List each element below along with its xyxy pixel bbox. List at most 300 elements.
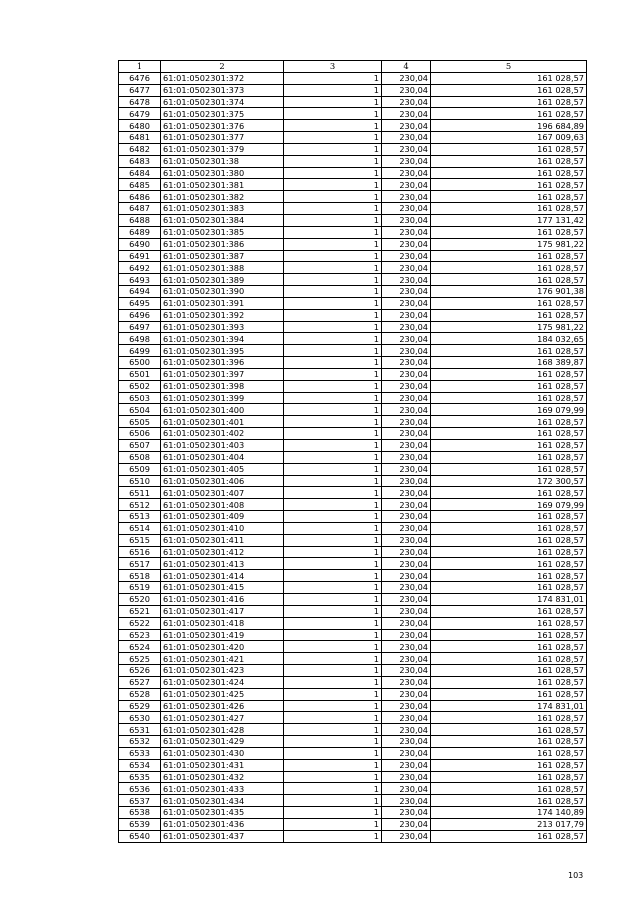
row-number-cell: 6519 bbox=[119, 582, 161, 594]
cadastral-number-cell: 61:01:0502301:384 bbox=[161, 214, 284, 226]
quantity-cell: 1 bbox=[284, 345, 382, 357]
table-row bbox=[119, 297, 587, 309]
table-row bbox=[119, 416, 587, 428]
column-header: 1 bbox=[119, 61, 161, 73]
row-number-cell: 6527 bbox=[119, 676, 161, 688]
table-row bbox=[119, 605, 587, 617]
table-row bbox=[119, 226, 587, 238]
cadastral-number-cell: 61:01:0502301:420 bbox=[161, 641, 284, 653]
quantity-cell: 1 bbox=[284, 203, 382, 215]
cadastral-value-cell: 169 079,99 bbox=[431, 404, 587, 416]
quantity-cell: 1 bbox=[284, 653, 382, 665]
table-row bbox=[119, 653, 587, 665]
quantity-cell: 1 bbox=[284, 771, 382, 783]
table-row bbox=[119, 250, 587, 262]
area-cell: 230,04 bbox=[382, 380, 431, 392]
cadastral-number-cell: 61:01:0502301:404 bbox=[161, 451, 284, 463]
table-body bbox=[119, 72, 587, 842]
table-row bbox=[119, 475, 587, 487]
table-row bbox=[119, 84, 587, 96]
area-cell: 230,04 bbox=[382, 724, 431, 736]
quantity-cell: 1 bbox=[284, 368, 382, 380]
area-cell: 230,04 bbox=[382, 807, 431, 819]
area-cell: 230,04 bbox=[382, 736, 431, 748]
table-row bbox=[119, 203, 587, 215]
area-cell: 230,04 bbox=[382, 333, 431, 345]
table-row bbox=[119, 712, 587, 724]
area-cell: 230,04 bbox=[382, 143, 431, 155]
area-cell: 230,04 bbox=[382, 274, 431, 286]
cadastral-number-cell: 61:01:0502301:401 bbox=[161, 416, 284, 428]
cadastral-number-cell: 61:01:0502301:388 bbox=[161, 262, 284, 274]
table-row bbox=[119, 546, 587, 558]
area-cell: 230,04 bbox=[382, 534, 431, 546]
quantity-cell: 1 bbox=[284, 700, 382, 712]
quantity-cell: 1 bbox=[284, 747, 382, 759]
quantity-cell: 1 bbox=[284, 72, 382, 84]
quantity-cell: 1 bbox=[284, 286, 382, 298]
quantity-cell: 1 bbox=[284, 688, 382, 700]
area-cell: 230,04 bbox=[382, 653, 431, 665]
cadastral-number-cell: 61:01:0502301:377 bbox=[161, 132, 284, 144]
cadastral-number-cell: 61:01:0502301:428 bbox=[161, 724, 284, 736]
area-cell: 230,04 bbox=[382, 665, 431, 677]
area-cell: 230,04 bbox=[382, 582, 431, 594]
table-row bbox=[119, 132, 587, 144]
area-cell: 230,04 bbox=[382, 226, 431, 238]
row-number-cell: 6497 bbox=[119, 321, 161, 333]
cadastral-value-cell: 161 028,57 bbox=[431, 830, 587, 842]
row-number-cell: 6516 bbox=[119, 546, 161, 558]
area-cell: 230,04 bbox=[382, 392, 431, 404]
area-cell: 230,04 bbox=[382, 605, 431, 617]
area-cell: 230,04 bbox=[382, 747, 431, 759]
table-row bbox=[119, 428, 587, 440]
table-row bbox=[119, 155, 587, 167]
cadastral-number-cell: 61:01:0502301:382 bbox=[161, 191, 284, 203]
area-cell: 230,04 bbox=[382, 404, 431, 416]
area-cell: 230,04 bbox=[382, 428, 431, 440]
row-number-cell: 6508 bbox=[119, 451, 161, 463]
cadastral-number-cell: 61:01:0502301:414 bbox=[161, 570, 284, 582]
row-number-cell: 6480 bbox=[119, 120, 161, 132]
area-cell: 230,04 bbox=[382, 155, 431, 167]
cadastral-number-cell: 61:01:0502301:400 bbox=[161, 404, 284, 416]
cadastral-number-cell: 61:01:0502301:409 bbox=[161, 511, 284, 523]
table-row bbox=[119, 807, 587, 819]
row-number-cell: 6477 bbox=[119, 84, 161, 96]
quantity-cell: 1 bbox=[284, 392, 382, 404]
area-cell: 230,04 bbox=[382, 522, 431, 534]
cadastral-value-cell: 161 028,57 bbox=[431, 440, 587, 452]
cadastral-number-cell: 61:01:0502301:387 bbox=[161, 250, 284, 262]
row-number-cell: 6510 bbox=[119, 475, 161, 487]
row-number-cell: 6522 bbox=[119, 617, 161, 629]
cadastral-number-cell: 61:01:0502301:393 bbox=[161, 321, 284, 333]
row-number-cell: 6512 bbox=[119, 499, 161, 511]
cadastral-number-cell: 61:01:0502301:419 bbox=[161, 629, 284, 641]
row-number-cell: 6511 bbox=[119, 487, 161, 499]
cadastral-value-cell: 161 028,57 bbox=[431, 262, 587, 274]
cadastral-value-cell: 161 028,57 bbox=[431, 558, 587, 570]
row-number-cell: 6509 bbox=[119, 463, 161, 475]
area-cell: 230,04 bbox=[382, 819, 431, 831]
cadastral-value-cell: 161 028,57 bbox=[431, 72, 587, 84]
table-row bbox=[119, 522, 587, 534]
table-row bbox=[119, 309, 587, 321]
row-number-cell: 6491 bbox=[119, 250, 161, 262]
cadastral-number-cell: 61:01:0502301:380 bbox=[161, 167, 284, 179]
quantity-cell: 1 bbox=[284, 641, 382, 653]
row-number-cell: 6502 bbox=[119, 380, 161, 392]
row-number-cell: 6530 bbox=[119, 712, 161, 724]
area-cell: 230,04 bbox=[382, 830, 431, 842]
area-cell: 230,04 bbox=[382, 357, 431, 369]
cadastral-number-cell: 61:01:0502301:435 bbox=[161, 807, 284, 819]
row-number-cell: 6476 bbox=[119, 72, 161, 84]
table-row bbox=[119, 72, 587, 84]
cadastral-number-cell: 61:01:0502301:383 bbox=[161, 203, 284, 215]
cadastral-number-cell: 61:01:0502301:381 bbox=[161, 179, 284, 191]
area-cell: 230,04 bbox=[382, 641, 431, 653]
table-row bbox=[119, 700, 587, 712]
cadastral-number-cell: 61:01:0502301:413 bbox=[161, 558, 284, 570]
cadastral-number-cell: 61:01:0502301:394 bbox=[161, 333, 284, 345]
area-cell: 230,04 bbox=[382, 771, 431, 783]
cadastral-number-cell: 61:01:0502301:379 bbox=[161, 143, 284, 155]
area-cell: 230,04 bbox=[382, 617, 431, 629]
area-cell: 230,04 bbox=[382, 463, 431, 475]
cadastral-value-cell: 161 028,57 bbox=[431, 274, 587, 286]
cadastral-number-cell: 61:01:0502301:399 bbox=[161, 392, 284, 404]
area-cell: 230,04 bbox=[382, 475, 431, 487]
table-row bbox=[119, 724, 587, 736]
row-number-cell: 6492 bbox=[119, 262, 161, 274]
area-cell: 230,04 bbox=[382, 191, 431, 203]
cadastral-value-cell: 175 981,22 bbox=[431, 238, 587, 250]
cadastral-value-cell: 161 028,57 bbox=[431, 570, 587, 582]
quantity-cell: 1 bbox=[284, 617, 382, 629]
quantity-cell: 1 bbox=[284, 546, 382, 558]
cadastral-number-cell: 61:01:0502301:372 bbox=[161, 72, 284, 84]
row-number-cell: 6525 bbox=[119, 653, 161, 665]
quantity-cell: 1 bbox=[284, 238, 382, 250]
area-cell: 230,04 bbox=[382, 593, 431, 605]
cadastral-number-cell: 61:01:0502301:374 bbox=[161, 96, 284, 108]
row-number-cell: 6531 bbox=[119, 724, 161, 736]
cadastral-number-cell: 61:01:0502301:392 bbox=[161, 309, 284, 321]
column-header: 2 bbox=[161, 61, 284, 73]
row-number-cell: 6501 bbox=[119, 368, 161, 380]
area-cell: 230,04 bbox=[382, 499, 431, 511]
cadastral-value-cell: 174 831,01 bbox=[431, 700, 587, 712]
area-cell: 230,04 bbox=[382, 546, 431, 558]
cadastral-number-cell: 61:01:0502301:408 bbox=[161, 499, 284, 511]
row-number-cell: 6514 bbox=[119, 522, 161, 534]
cadastral-number-cell: 61:01:0502301:385 bbox=[161, 226, 284, 238]
row-number-cell: 6482 bbox=[119, 143, 161, 155]
table-row bbox=[119, 345, 587, 357]
quantity-cell: 1 bbox=[284, 629, 382, 641]
row-number-cell: 6521 bbox=[119, 605, 161, 617]
cadastral-number-cell: 61:01:0502301:421 bbox=[161, 653, 284, 665]
quantity-cell: 1 bbox=[284, 593, 382, 605]
table-row bbox=[119, 96, 587, 108]
area-cell: 230,04 bbox=[382, 759, 431, 771]
table-row bbox=[119, 333, 587, 345]
cadastral-value-cell: 161 028,57 bbox=[431, 522, 587, 534]
row-number-cell: 6488 bbox=[119, 214, 161, 226]
row-number-cell: 6479 bbox=[119, 108, 161, 120]
area-cell: 230,04 bbox=[382, 297, 431, 309]
row-number-cell: 6487 bbox=[119, 203, 161, 215]
area-cell: 230,04 bbox=[382, 250, 431, 262]
quantity-cell: 1 bbox=[284, 795, 382, 807]
row-number-cell: 6505 bbox=[119, 416, 161, 428]
quantity-cell: 1 bbox=[284, 404, 382, 416]
column-header: 5 bbox=[431, 61, 587, 73]
quantity-cell: 1 bbox=[284, 297, 382, 309]
cadastral-value-cell: 161 028,57 bbox=[431, 155, 587, 167]
area-cell: 230,04 bbox=[382, 487, 431, 499]
cadastral-value-cell: 161 028,57 bbox=[431, 84, 587, 96]
row-number-cell: 6503 bbox=[119, 392, 161, 404]
cadastral-number-cell: 61:01:0502301:375 bbox=[161, 108, 284, 120]
cadastral-number-cell: 61:01:0502301:390 bbox=[161, 286, 284, 298]
table-row bbox=[119, 487, 587, 499]
quantity-cell: 1 bbox=[284, 724, 382, 736]
quantity-cell: 1 bbox=[284, 605, 382, 617]
cadastral-value-cell: 161 028,57 bbox=[431, 747, 587, 759]
cadastral-value-cell: 161 028,57 bbox=[431, 167, 587, 179]
cadastral-number-cell: 61:01:0502301:406 bbox=[161, 475, 284, 487]
row-number-cell: 6529 bbox=[119, 700, 161, 712]
row-number-cell: 6540 bbox=[119, 830, 161, 842]
cadastral-number-cell: 61:01:0502301:373 bbox=[161, 84, 284, 96]
table-row bbox=[119, 593, 587, 605]
table-row bbox=[119, 451, 587, 463]
table-row bbox=[119, 759, 587, 771]
row-number-cell: 6536 bbox=[119, 783, 161, 795]
cadastral-value-cell: 161 028,57 bbox=[431, 546, 587, 558]
row-number-cell: 6504 bbox=[119, 404, 161, 416]
cadastral-value-cell: 161 028,57 bbox=[431, 771, 587, 783]
area-cell: 230,04 bbox=[382, 179, 431, 191]
row-number-cell: 6506 bbox=[119, 428, 161, 440]
area-cell: 230,04 bbox=[382, 108, 431, 120]
row-number-cell: 6538 bbox=[119, 807, 161, 819]
area-cell: 230,04 bbox=[382, 72, 431, 84]
area-cell: 230,04 bbox=[382, 570, 431, 582]
row-number-cell: 6535 bbox=[119, 771, 161, 783]
quantity-cell: 1 bbox=[284, 463, 382, 475]
quantity-cell: 1 bbox=[284, 96, 382, 108]
cadastral-value-cell: 176 901,38 bbox=[431, 286, 587, 298]
cadastral-value-cell: 161 028,57 bbox=[431, 641, 587, 653]
table-row bbox=[119, 191, 587, 203]
page-number: 103 bbox=[568, 871, 584, 880]
row-number-cell: 6495 bbox=[119, 297, 161, 309]
row-number-cell: 6539 bbox=[119, 819, 161, 831]
row-number-cell: 6518 bbox=[119, 570, 161, 582]
area-cell: 230,04 bbox=[382, 629, 431, 641]
cadastral-value-cell: 161 028,57 bbox=[431, 416, 587, 428]
row-number-cell: 6534 bbox=[119, 759, 161, 771]
quantity-cell: 1 bbox=[284, 274, 382, 286]
table-row bbox=[119, 380, 587, 392]
table-row bbox=[119, 771, 587, 783]
table-row bbox=[119, 783, 587, 795]
row-number-cell: 6498 bbox=[119, 333, 161, 345]
quantity-cell: 1 bbox=[284, 522, 382, 534]
area-cell: 230,04 bbox=[382, 676, 431, 688]
cadastral-value-cell: 161 028,57 bbox=[431, 665, 587, 677]
row-number-cell: 6515 bbox=[119, 534, 161, 546]
row-number-cell: 6486 bbox=[119, 191, 161, 203]
table-row bbox=[119, 570, 587, 582]
cadastral-number-cell: 61:01:0502301:398 bbox=[161, 380, 284, 392]
column-header: 4 bbox=[382, 61, 431, 73]
quantity-cell: 1 bbox=[284, 440, 382, 452]
cadastral-value-cell: 161 028,57 bbox=[431, 736, 587, 748]
area-cell: 230,04 bbox=[382, 700, 431, 712]
cadastral-value-cell: 161 028,57 bbox=[431, 487, 587, 499]
cadastral-value-cell: 161 028,57 bbox=[431, 712, 587, 724]
table-row bbox=[119, 629, 587, 641]
cadastral-number-cell: 61:01:0502301:437 bbox=[161, 830, 284, 842]
quantity-cell: 1 bbox=[284, 807, 382, 819]
cadastral-number-cell: 61:01:0502301:405 bbox=[161, 463, 284, 475]
cadastral-number-cell: 61:01:0502301:402 bbox=[161, 428, 284, 440]
row-number-cell: 6499 bbox=[119, 345, 161, 357]
cadastral-number-cell: 61:01:0502301:416 bbox=[161, 593, 284, 605]
quantity-cell: 1 bbox=[284, 475, 382, 487]
cadastral-value-cell: 161 028,57 bbox=[431, 179, 587, 191]
row-number-cell: 6496 bbox=[119, 309, 161, 321]
table-row bbox=[119, 617, 587, 629]
cadastral-value-cell: 161 028,57 bbox=[431, 226, 587, 238]
area-cell: 230,04 bbox=[382, 712, 431, 724]
quantity-cell: 1 bbox=[284, 167, 382, 179]
quantity-cell: 1 bbox=[284, 179, 382, 191]
row-number-cell: 6533 bbox=[119, 747, 161, 759]
table-row bbox=[119, 641, 587, 653]
row-number-cell: 6507 bbox=[119, 440, 161, 452]
cadastral-number-cell: 61:01:0502301:386 bbox=[161, 238, 284, 250]
cadastral-number-cell: 61:01:0502301:407 bbox=[161, 487, 284, 499]
cadastral-number-cell: 61:01:0502301:403 bbox=[161, 440, 284, 452]
quantity-cell: 1 bbox=[284, 84, 382, 96]
area-cell: 230,04 bbox=[382, 286, 431, 298]
area-cell: 230,04 bbox=[382, 96, 431, 108]
row-number-cell: 6523 bbox=[119, 629, 161, 641]
row-number-cell: 6485 bbox=[119, 179, 161, 191]
quantity-cell: 1 bbox=[284, 321, 382, 333]
cadastral-number-cell: 61:01:0502301:432 bbox=[161, 771, 284, 783]
quantity-cell: 1 bbox=[284, 570, 382, 582]
row-number-cell: 6532 bbox=[119, 736, 161, 748]
quantity-cell: 1 bbox=[284, 558, 382, 570]
cadastral-value-cell: 161 028,57 bbox=[431, 345, 587, 357]
area-cell: 230,04 bbox=[382, 203, 431, 215]
table-row bbox=[119, 463, 587, 475]
cadastral-value-cell: 196 684,89 bbox=[431, 120, 587, 132]
quantity-cell: 1 bbox=[284, 759, 382, 771]
cadastral-number-cell: 61:01:0502301:389 bbox=[161, 274, 284, 286]
table-row bbox=[119, 795, 587, 807]
row-number-cell: 6520 bbox=[119, 593, 161, 605]
cadastral-number-cell: 61:01:0502301:423 bbox=[161, 665, 284, 677]
quantity-cell: 1 bbox=[284, 499, 382, 511]
quantity-cell: 1 bbox=[284, 214, 382, 226]
row-number-cell: 6484 bbox=[119, 167, 161, 179]
cadastral-value-cell: 168 389,87 bbox=[431, 357, 587, 369]
table-row bbox=[119, 534, 587, 546]
cadastral-value-cell: 161 028,57 bbox=[431, 428, 587, 440]
table-row bbox=[119, 238, 587, 250]
cadastral-value-cell: 161 028,57 bbox=[431, 451, 587, 463]
row-number-cell: 6478 bbox=[119, 96, 161, 108]
quantity-cell: 1 bbox=[284, 511, 382, 523]
table-row bbox=[119, 167, 587, 179]
quantity-cell: 1 bbox=[284, 155, 382, 167]
table-row bbox=[119, 582, 587, 594]
table-row bbox=[119, 179, 587, 191]
cadastral-number-cell: 61:01:0502301:418 bbox=[161, 617, 284, 629]
quantity-cell: 1 bbox=[284, 676, 382, 688]
cadastral-value-cell: 177 131,42 bbox=[431, 214, 587, 226]
area-cell: 230,04 bbox=[382, 309, 431, 321]
quantity-cell: 1 bbox=[284, 451, 382, 463]
cadastral-value-cell: 161 028,57 bbox=[431, 463, 587, 475]
cadastral-value-cell: 167 009,63 bbox=[431, 132, 587, 144]
cadastral-number-cell: 61:01:0502301:425 bbox=[161, 688, 284, 700]
cadastral-value-cell: 161 028,57 bbox=[431, 759, 587, 771]
cadastral-number-cell: 61:01:0502301:410 bbox=[161, 522, 284, 534]
quantity-cell: 1 bbox=[284, 309, 382, 321]
area-cell: 230,04 bbox=[382, 558, 431, 570]
quantity-cell: 1 bbox=[284, 830, 382, 842]
area-cell: 230,04 bbox=[382, 120, 431, 132]
column-header: 3 bbox=[284, 61, 382, 73]
quantity-cell: 1 bbox=[284, 333, 382, 345]
area-cell: 230,04 bbox=[382, 238, 431, 250]
area-cell: 230,04 bbox=[382, 451, 431, 463]
table-row bbox=[119, 274, 587, 286]
table-row bbox=[119, 120, 587, 132]
cadastral-table bbox=[118, 60, 587, 843]
cadastral-value-cell: 161 028,57 bbox=[431, 108, 587, 120]
row-number-cell: 6500 bbox=[119, 357, 161, 369]
table-row bbox=[119, 404, 587, 416]
quantity-cell: 1 bbox=[284, 428, 382, 440]
cadastral-value-cell: 175 981,22 bbox=[431, 321, 587, 333]
cadastral-value-cell: 161 028,57 bbox=[431, 392, 587, 404]
area-cell: 230,04 bbox=[382, 214, 431, 226]
quantity-cell: 1 bbox=[284, 736, 382, 748]
cadastral-number-cell: 61:01:0502301:391 bbox=[161, 297, 284, 309]
cadastral-value-cell: 174 140,89 bbox=[431, 807, 587, 819]
cadastral-number-cell: 61:01:0502301:436 bbox=[161, 819, 284, 831]
row-number-cell: 6517 bbox=[119, 558, 161, 570]
cadastral-value-cell: 174 831,01 bbox=[431, 593, 587, 605]
cadastral-number-cell: 61:01:0502301:426 bbox=[161, 700, 284, 712]
cadastral-number-cell: 61:01:0502301:411 bbox=[161, 534, 284, 546]
cadastral-number-cell: 61:01:0502301:396 bbox=[161, 357, 284, 369]
cadastral-value-cell: 184 032,65 bbox=[431, 333, 587, 345]
row-number-cell: 6513 bbox=[119, 511, 161, 523]
cadastral-number-cell: 61:01:0502301:415 bbox=[161, 582, 284, 594]
